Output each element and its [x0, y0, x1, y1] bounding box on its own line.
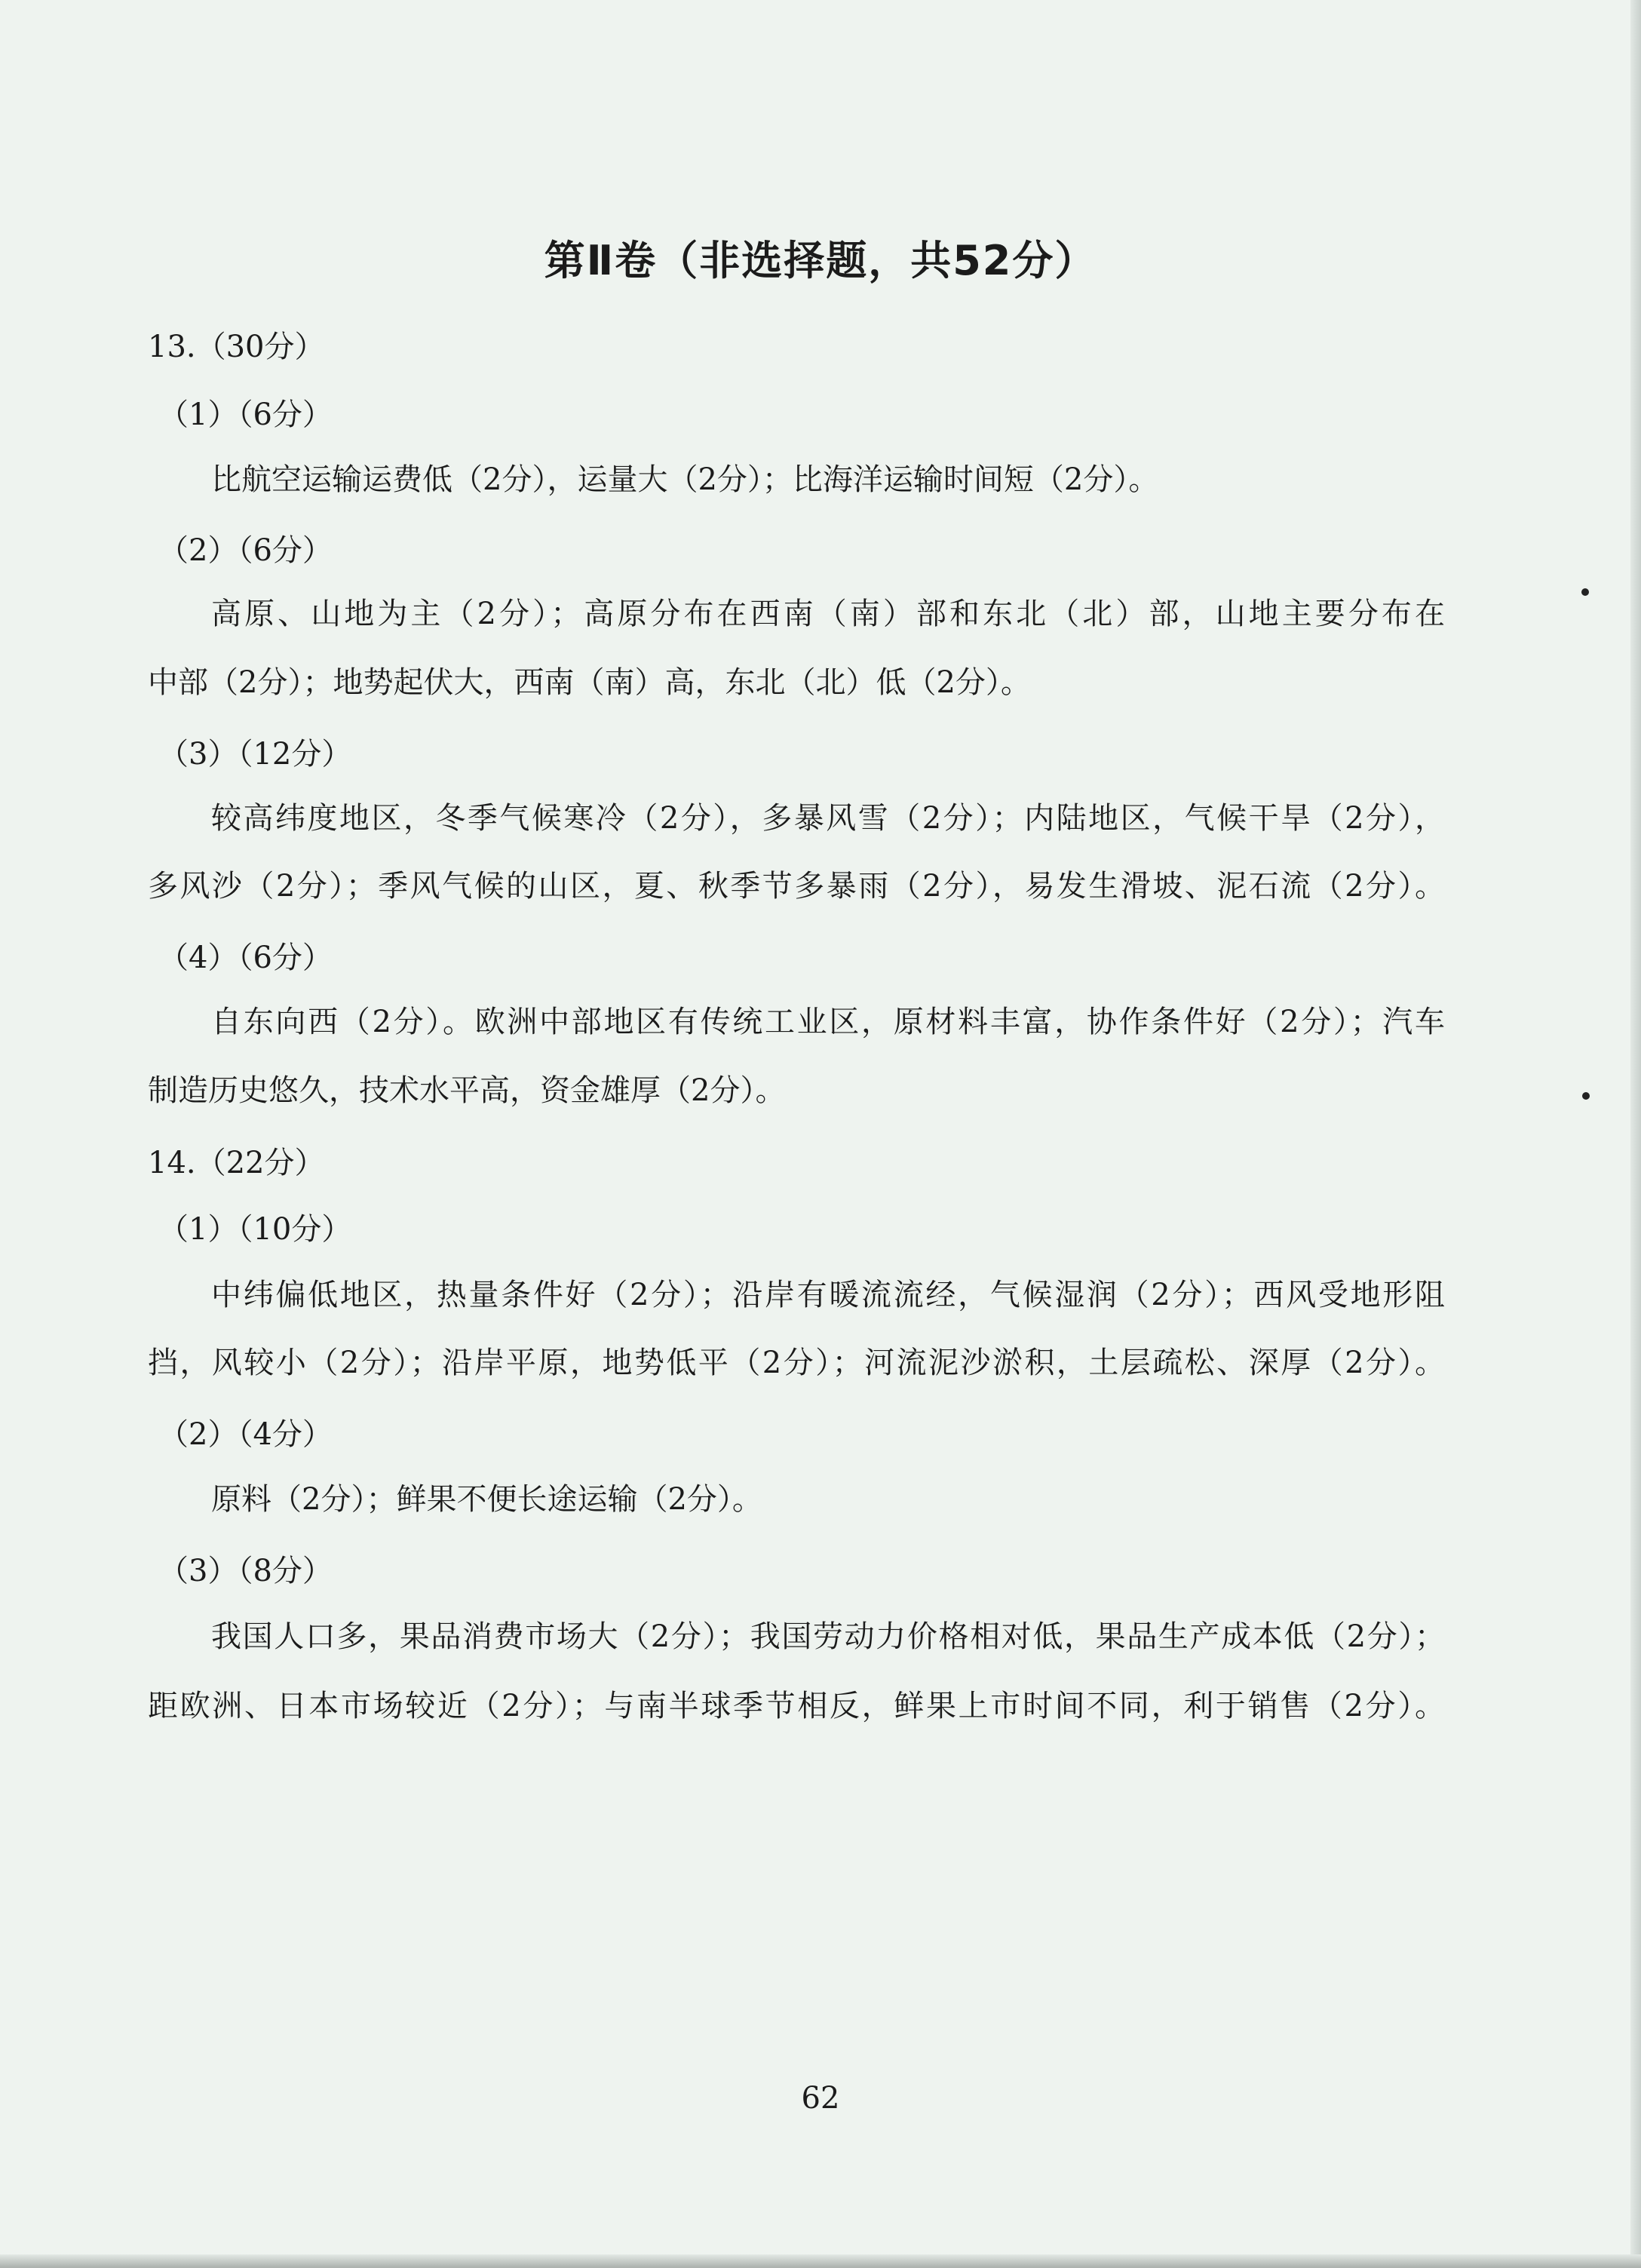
scan-edge-bottom — [0, 2254, 1641, 2268]
q14-part2-label: （2）（4分） — [158, 1417, 333, 1452]
q13-part1-label: （1）（6分） — [158, 397, 333, 432]
page-number: 62 — [801, 2081, 840, 2116]
question-14-header: 14.（22分） — [148, 1146, 325, 1180]
q13-part2-label: （2）（6分） — [158, 533, 333, 568]
q13-part4-answer-line2: 制造历史悠久，技术水平高，资金雄厚（2分）。 — [148, 1073, 786, 1108]
q13-part3-answer-line1: 较高纬度地区，冬季气候寒冷（2分），多暴风雪（2分）；内陆地区，气候干旱（2分）， — [211, 801, 1445, 836]
question-13-header: 13.（30分） — [148, 330, 325, 364]
q13-part3-label: （3）（12分） — [158, 737, 352, 772]
scan-speck — [1581, 588, 1589, 596]
section-title: 第Ⅱ卷（非选择题，共52分） — [544, 237, 1097, 284]
q14-part1-answer-line1: 中纬偏低地区，热量条件好（2分）；沿岸有暖流流经，气候湿润（2分）；西风受地形阻 — [211, 1278, 1445, 1312]
q13-part2-answer-line2: 中部（2分）；地势起伏大，西南（南）高，东北（北）低（2分）。 — [148, 665, 1031, 700]
q13-part4-answer-line1: 自东向西（2分）。欧洲中部地区有传统工业区，原材料丰富，协作条件好（2分）；汽车 — [211, 1005, 1445, 1039]
q14-part1-label: （1）（10分） — [158, 1212, 352, 1247]
scan-speck — [1582, 1092, 1590, 1100]
q14-part2-answer-line1: 原料（2分）；鲜果不便长途运输（2分）。 — [211, 1482, 762, 1517]
q14-part3-label: （3）（8分） — [158, 1554, 333, 1588]
q13-part2-answer-line1: 高原、山地为主（2分）；高原分布在西南（南）部和东北（北）部，山地主要分布在 — [211, 597, 1445, 631]
q14-part3-answer-line1: 我国人口多，果品消费市场大（2分）；我国劳动力价格相对低，果品生产成本低（2分）； — [211, 1619, 1445, 1654]
q14-part1-answer-line2: 挡，风较小（2分）；沿岸平原，地势低平（2分）；河流泥沙淤积，土层疏松、深厚（2分）。 — [148, 1346, 1445, 1380]
q13-part1-answer-line1: 比航空运输运费低（2分），运量大（2分）；比海洋运输时间短（2分）。 — [211, 462, 1159, 497]
q13-part4-label: （4）（6分） — [158, 941, 333, 975]
scan-edge-right — [1630, 0, 1641, 2268]
q14-part3-answer-line2: 距欧洲、日本市场较近（2分）；与南半球季节相反，鲜果上市时间不同，利于销售（2分）。 — [148, 1689, 1445, 1723]
q13-part3-answer-line2: 多风沙（2分）；季风气候的山区，夏、秋季节多暴雨（2分），易发生滑坡、泥石流（2分）。 — [148, 869, 1445, 904]
